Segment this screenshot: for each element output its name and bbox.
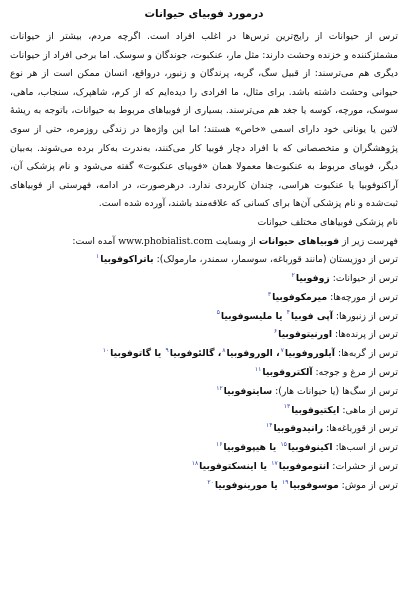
list-item [10,420,398,439]
medical-term: اکینوفوبیا [287,442,333,454]
item-label: ترس از اسب‌ها [338,442,398,454]
footnote-ref[interactable]: ۱۶ [215,441,223,448]
item-separator: : [323,423,330,435]
item-label: ترس از حیوانات [335,272,398,284]
body-paragraph: ترس از حیوانات از رایج‌ترین ترس‌ها در اغلب افراد است. اگرچه مردم، بیشتر از حیوانات مشمئزکننده و خزنده وحشت دارند: مثل مار، عنکبوت، جوندگان و سوسک. اما برخی افراد از حیوانات دیگری هم می‌ترسند: از قبیل سگ، گربه، پرندگان و زنبور، درواقع، انسان ممکن است از هر نوع حیوانی وحشت داشته باشد. برای مثال، ما افرادی را دیده‌ایم که از کرم، شاهپرک، سنجاب، ماهی، سوسک، مورچه، کوسه یا جغد هم می‌ترسند. بسیاری از فوبیاهای مربوط به حیوانات، باتوجه به ریشهٔ لاتین یا یونانی خود دارای اسمی «خاص» هستند؛ اما این واژه‌ها در زندگی روزمره، حتی از سوی پژوهشگران و متخصصانی که با افراد دچار فوبیا کار می‌کنند، به‌ندرت به‌کار برده می‌شوند. به‌بیان دیگر، فوبیای مربوط به عنکبوت‌ها معمولا همان «فوبیای عنکبوت» گفته می‌شود و نام پزشکی آن، آراکنوفوبیا یا عنکبوت هراسی، چندان کاربردی ندارد. درهرصورت، در ادامه، فهرستی از فوبیاهای ثبت‌شده و نام پزشکی آن‌ها برای کسانی که علاقه‌مند باشند، آورده شده است. [10,31,398,210]
page-title: درمورد فوبیای حیوانات [144,8,264,20]
intro-after: آمده است: [72,235,119,247]
item-label: ترس از قورباغه‌ها [329,423,398,435]
footnote-ref[interactable]: ۸ [222,347,226,355]
item-separator: : [153,254,160,266]
footnote-ref[interactable]: ۱۸ [191,459,199,467]
item-label: ترس از پرنده‌ها [338,329,398,341]
footnote-ref[interactable]: ۱۴ [265,422,273,430]
item-separator: : [329,460,336,472]
list-item [10,326,398,345]
item-separator: : [334,348,342,360]
item-separator: : [312,366,319,378]
list-item [10,289,398,308]
medical-term: انتوموفوبیا [278,460,330,472]
list-heading: نام پزشکی فوبیاهای مختلف حیوانات [257,216,398,228]
medical-term: یا هیپوفوبیا [223,442,280,454]
list-item [10,458,398,477]
footnote-ref[interactable]: ۱۵ [280,441,287,448]
list-item [10,364,398,383]
medical-term: آیلوروفوبیا [284,348,335,360]
item-separator: : [338,479,345,491]
item-label: ترس از مورچه‌ها [333,291,398,303]
footnote-ref[interactable]: ۱۲ [216,384,223,392]
medical-term: زوفوبیا [295,272,330,284]
medical-term: آپی فوبیا [290,310,333,322]
document-page [10,6,398,611]
list-item [10,383,398,402]
list-item [10,270,398,289]
footnote-ref[interactable]: ۱۹ [282,478,289,486]
footnote-ref[interactable]: ۱۳ [283,403,291,411]
medical-term: یا گاتوفوبیا [110,348,165,360]
medical-term: موسوفوبیا [289,479,339,491]
item-separator: : [329,272,336,284]
medical-term: میرمکوفوبیا [272,291,328,303]
footnote-ref[interactable]: ۲ [291,271,295,279]
medical-term: رانیدوفوبیا [273,423,324,435]
intro-middle: از وبسایت [212,235,259,247]
footnote-ref[interactable]: ۷ [280,347,284,355]
list-item [10,308,398,327]
footnote-ref[interactable]: ۱ [96,253,100,261]
list-item [10,477,398,496]
footnote-ref[interactable]: ۹ [165,347,169,355]
source-url: www.phobialist.com [118,235,213,247]
item-separator: : [332,310,340,322]
medical-term: سایتوفوبیا [223,385,273,397]
footnote-ref[interactable]: ۳ [267,290,272,298]
list-item [10,251,398,270]
footnote-ref[interactable]: ۱۰ [102,347,110,355]
footnote-ref[interactable]: ۱۱ [254,365,262,373]
footnote-ref[interactable]: ۶ [273,328,278,336]
item-separator: : [332,442,339,454]
item-label: ترس از موش [344,479,398,491]
intro-bold: فوبیاهای حیوانات [258,235,340,247]
medical-term: آلکتروفوبیا [262,366,313,378]
item-label: ترس از گربه‌ها [341,348,398,360]
item-label: ترس از حشرات [335,460,398,472]
item-label: ترس از زنبورها [339,310,398,322]
medical-term: یا ملیسوفوبیا [220,310,286,322]
medical-term: باتراکوفوبیا [100,254,154,266]
footnote-ref[interactable]: ۴ [286,309,290,317]
item-separator: : [327,291,334,303]
item-label: ترس از دوزیستان (مانند قورباغه، سوسمار، سمندر، مارمولک) [159,254,398,266]
intro-before: فهرست زیر از [339,235,398,247]
medical-term: ، الوروفوبیا [226,348,280,360]
footnote-ref[interactable]: ۵ [216,309,220,317]
medical-term: ایکتیوفوبیا [291,404,340,416]
medical-term: یا اینسکتوفوبیا [199,460,271,472]
item-label: ترس از ماهی [345,404,398,416]
medical-term: ، گالئوفوبیا [169,348,222,360]
item-separator: : [332,329,339,341]
item-separator: : [272,385,279,397]
medical-term: یا مورینوفوبیا [214,479,282,491]
phobia-list [10,251,398,495]
item-label: ترس از سگ‌ها (یا حیوانات هار) [278,385,398,397]
list-item [10,402,398,421]
item-label: ترس از مرغ و جوجه [318,366,398,378]
medical-term: اورنیتوفوبیا [278,329,333,341]
list-item [10,345,398,364]
footnote-ref[interactable]: ۱۷ [271,459,278,467]
footnote-ref[interactable]: ۲۰ [207,478,214,486]
item-separator: : [339,404,346,416]
list-item [10,439,398,458]
list-intro [10,233,398,252]
